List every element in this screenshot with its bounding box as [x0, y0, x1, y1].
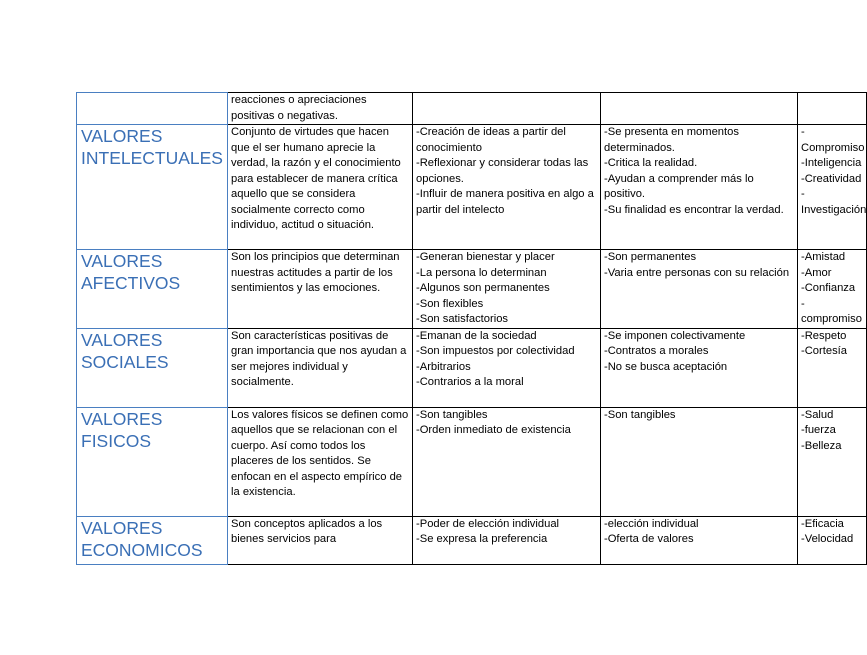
- category-label: VALORES AFECTIVOS: [81, 251, 181, 293]
- category-cell: [77, 328, 228, 407]
- col4-text: -Se presenta en momentos determinados. -Critica la realidad. -Ayudan a comprender más lo positivo. -Su finalidad es encontrar la verdad.: [604, 126, 784, 216]
- table-row: [77, 516, 867, 564]
- definition-text: Conjunto de virtudes que hacen que el ser humano aprecie la verdad, la razón y el conocimiento para establecer de manera crítica aquello que se considera socialmente correcto como individuo, actitud o situación.: [231, 126, 401, 231]
- col5-text: -Salud -fuerza -Belleza: [801, 408, 842, 452]
- col5-text: -Amistad -Amor -Confianza -compromiso: [801, 251, 862, 325]
- col4-text: -elección individual -Oferta de valores: [604, 517, 699, 545]
- col5-cell: [798, 250, 867, 329]
- values-table: [76, 92, 867, 565]
- category-label: VALORES INTELECTUALES: [81, 126, 223, 168]
- table-row: [77, 328, 867, 407]
- col3-text: -Poder de elección individual -Se expresa la preferencia: [416, 517, 560, 545]
- col4-text: -Se imponen colectivamente -Contratos a morales -No se busca aceptación: [604, 329, 746, 373]
- col4-cell: [601, 516, 798, 564]
- col4-cell: [601, 250, 798, 329]
- col3-cell: [413, 328, 601, 407]
- category-cell: [77, 407, 228, 516]
- definition-text: Son conceptos aplicados a los bienes servicios para: [231, 517, 383, 545]
- category-label: VALORES ECONOMICOS: [81, 517, 203, 560]
- table-row: [77, 407, 867, 516]
- category-cell: [77, 93, 228, 125]
- col5-cell: [798, 125, 867, 250]
- definition-cell: [228, 125, 413, 250]
- col3-cell: [413, 125, 601, 250]
- col5-cell: [798, 93, 867, 125]
- definition-cell: [228, 516, 413, 564]
- definition-cell: [228, 93, 413, 125]
- col5-cell: [798, 516, 867, 564]
- col3-text: -Generan bienestar y placer -La persona lo determinan -Algunos son permanentes -Son flexibles -Son satisfactorios: [416, 251, 555, 325]
- category-label: VALORES FISICOS: [81, 408, 163, 451]
- col4-cell: [601, 125, 798, 250]
- definition-text: Son los principios que determinan nuestras actitudes a partir de los sentimientos y las emociones.: [231, 251, 400, 294]
- definition-cell: [228, 407, 413, 516]
- col3-text: -Creación de ideas a partir del conocimiento -Reflexionar y considerar todas las opciones. -Influir de manera positiva en algo a partir del intelecto: [416, 126, 594, 216]
- col5-text: -Respeto -Cortesía: [801, 329, 848, 357]
- category-cell: [77, 250, 228, 329]
- col4-cell: [601, 328, 798, 407]
- col5-cell: [798, 407, 867, 516]
- col4-cell: [601, 407, 798, 516]
- col3-cell: [413, 516, 601, 564]
- col5-text: -Compromiso -Inteligencia -Creatividad -Investigación: [801, 126, 867, 216]
- col4-cell: [601, 93, 798, 125]
- table-row: [77, 125, 867, 250]
- col3-cell: [413, 250, 601, 329]
- definition-cell: [228, 328, 413, 407]
- col5-text: -Eficacia -Velocidad: [801, 517, 854, 545]
- col3-cell: [413, 93, 601, 125]
- col3-text: -Emanan de la sociedad -Son impuestos por colectividad -Arbitrarios -Contrarios a la moral: [416, 329, 575, 388]
- table-row: [77, 93, 867, 125]
- col4-text: -Son permanentes -Varia entre personas con su relación: [604, 251, 790, 279]
- col3-text: -Son tangibles -Orden inmediato de existencia: [416, 408, 571, 436]
- values-table-viewport: [76, 92, 867, 564]
- category-label: VALORES SOCIALES: [81, 329, 169, 372]
- category-cell: [77, 516, 228, 564]
- col5-cell: [798, 328, 867, 407]
- definition-text: reacciones o apreciaciones positivas o negativas.: [231, 94, 367, 122]
- definition-cell: [228, 250, 413, 329]
- table-row: [77, 250, 867, 329]
- col3-cell: [413, 407, 601, 516]
- category-cell: [77, 125, 228, 250]
- definition-text: Son características positivas de gran importancia que nos ayudan a ser mejores individual y socialmente.: [231, 329, 407, 388]
- definition-text: Los valores físicos se definen como aquellos que se relacionan con el cuerpo. Así como todos los placeres de los sentidos. Se enfocan en el aspecto empírico de la existencia.: [231, 408, 409, 498]
- col4-text: -Son tangibles: [604, 408, 676, 421]
